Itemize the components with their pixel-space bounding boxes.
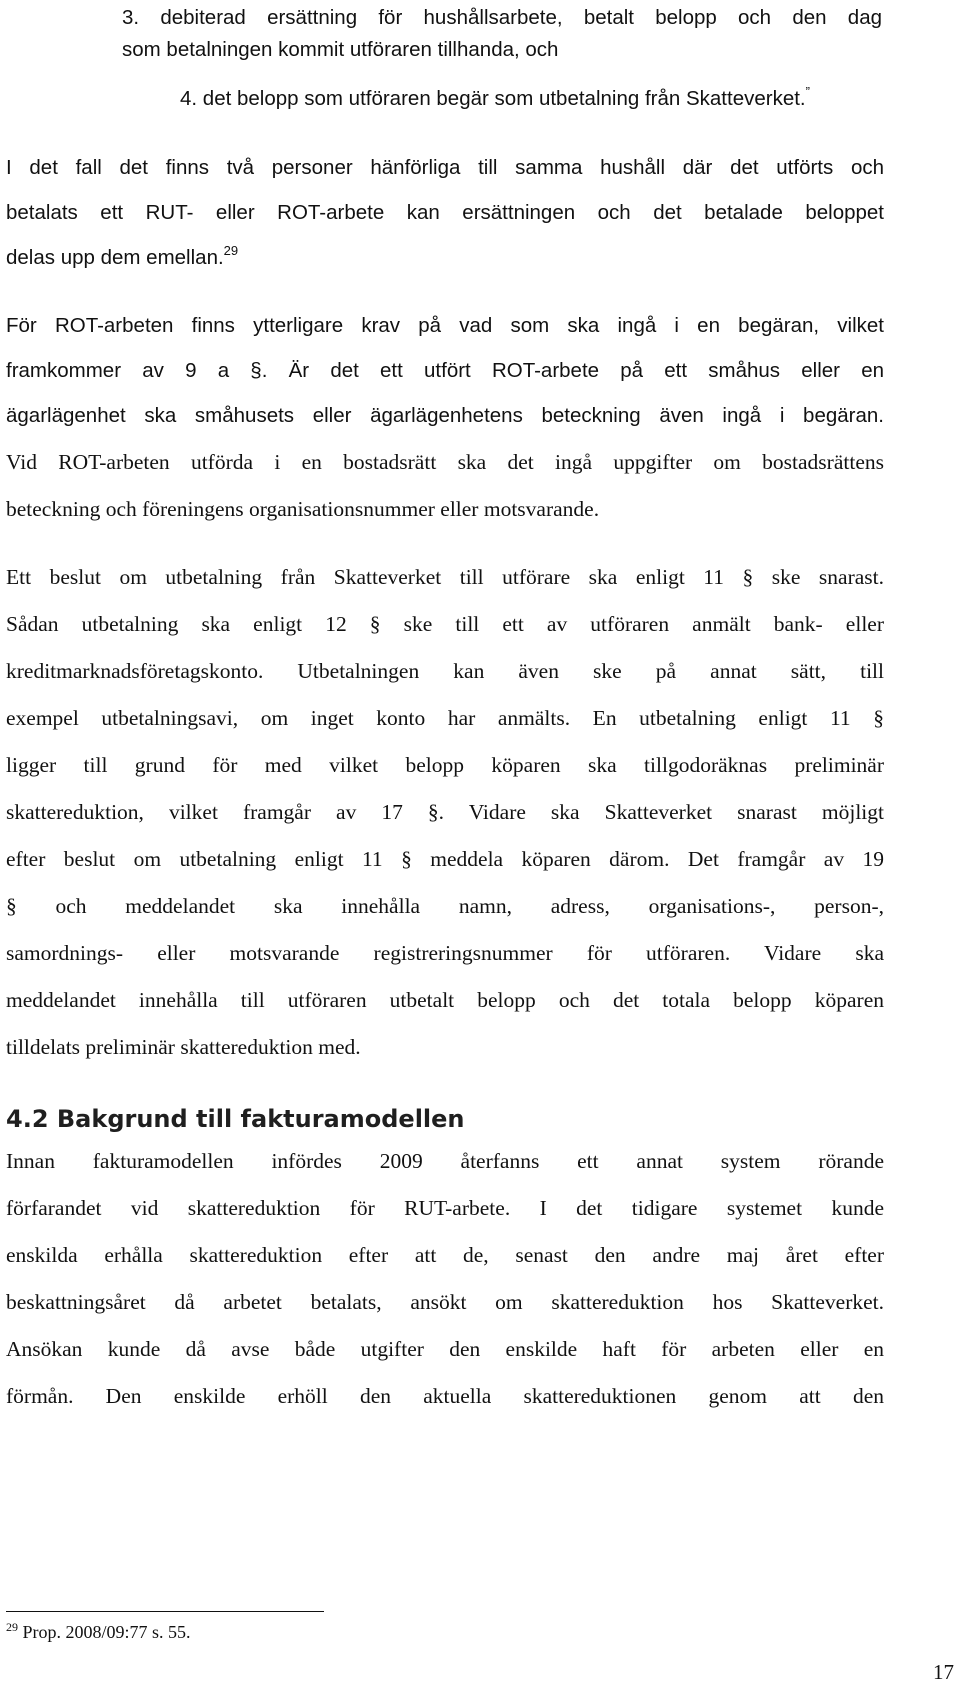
paragraph-2-line-2: framkommer av 9 a §. Är det ett utfört ROT-arbete på ett småhus eller en bbox=[6, 359, 884, 382]
section-line-4: beskattningsåret då arbetet betalats, ansökt om skattereduktion hos Skatteverket. bbox=[6, 1290, 884, 1314]
paragraph-1-line-3-text: delas upp dem emellan. bbox=[6, 246, 224, 269]
paragraph-3-line-9: samordnings- eller motsvarande registreringsnummer för utföraren. Vidare ska bbox=[6, 941, 884, 965]
section-line-6: förmån. Den enskilde erhöll den aktuella skattereduktionen genom att den bbox=[6, 1384, 884, 1408]
paragraph-2-line-3: ägarlägenhet ska småhusets eller ägarlägenhetens beteckning även ingå i begäran. bbox=[6, 404, 884, 427]
paragraph-3-line-1: Ett beslut om utbetalning från Skatteverket till utförare ska enligt 11 § ske snarast. bbox=[6, 565, 884, 589]
closing-quote: ” bbox=[805, 84, 810, 99]
paragraph-1-line-3 bbox=[6, 245, 884, 271]
section-line-5: Ansökan kunde då avse både utgifter den enskilde haft för arbeten eller en bbox=[6, 1337, 884, 1361]
paragraph-2-line-1: För ROT-arbeten finns ytterligare krav på vad som ska ingå i en begäran, vilket bbox=[6, 314, 884, 337]
section-line-2: förfarandet vid skattereduktion för RUT-arbete. I det tidigare systemet kunde bbox=[6, 1196, 884, 1220]
footnote-number: 29 bbox=[6, 1620, 18, 1634]
footnote-text: Prop. 2008/09:77 s. 55. bbox=[22, 1622, 191, 1642]
paragraph-1-line-1: I det fall det finns två personer hänförliga till samma hushåll där det utförts och bbox=[6, 156, 884, 179]
section-line-1: Innan fakturamodellen infördes 2009 återfanns ett annat system rörande bbox=[6, 1149, 884, 1173]
paragraph-3-line-8: § och meddelandet ska innehålla namn, adress, organisations-, person-, bbox=[6, 894, 884, 918]
page-number: 17 bbox=[933, 1660, 954, 1684]
footnote-divider bbox=[6, 1611, 324, 1612]
footnote-ref-29[interactable]: 29 bbox=[223, 243, 239, 258]
paragraph-3-line-3: kreditmarknadsföretagskonto. Utbetalningen kan även ske på annat sätt, till bbox=[6, 659, 884, 683]
paragraph-3-line-7: efter beslut om utbetalning enligt 11 § meddela köparen därom. Det framgår av 19 bbox=[6, 847, 884, 871]
paragraph-2-line-4: Vid ROT-arbeten utförda i en bostadsrätt ska det ingå uppgifter om bostadsrättens bbox=[6, 450, 884, 474]
paragraph-3-line-2: Sådan utbetalning ska enligt 12 § ske till ett av utföraren anmält bank- eller bbox=[6, 612, 884, 636]
paragraph-2-line-5: beteckning och föreningens organisationsnummer eller motsvarande. bbox=[6, 497, 600, 521]
list-item-3-line-1: 3. debiterad ersättning för hushållsarbete, betalt belopp och den dag bbox=[122, 6, 882, 29]
paragraph-3-line-10: meddelandet innehålla till utföraren utbetalt belopp och det totala belopp köparen bbox=[6, 988, 884, 1012]
paragraph-3-line-5: ligger till grund för med vilket belopp köparen ska tillgodoräknas preliminär bbox=[6, 753, 884, 777]
footnote bbox=[6, 1622, 191, 1643]
paragraph-3-line-6: skattereduktion, vilket framgår av 17 §. Vidare ska Skatteverket snarast möjligt bbox=[6, 800, 884, 824]
list-item-3-line-2: som betalningen kommit utföraren tillhanda, och bbox=[122, 38, 559, 61]
list-item-4 bbox=[180, 86, 880, 112]
list-item-4-text: 4. det belopp som utföraren begär som utbetalning från Skatteverket. bbox=[180, 87, 806, 110]
section-line-3: enskilda erhålla skattereduktion efter att de, senast den andre maj året efter bbox=[6, 1243, 884, 1267]
paragraph-3-line-11: tilldelats preliminär skattereduktion med. bbox=[6, 1035, 361, 1059]
paragraph-1-line-2: betalats ett RUT- eller ROT-arbete kan ersättningen och det betalade beloppet bbox=[6, 201, 884, 224]
section-heading: 4.2 Bakgrund till fakturamodellen bbox=[6, 1105, 465, 1133]
paragraph-3-line-4: exempel utbetalningsavi, om inget konto har anmälts. En utbetalning enligt 11 § bbox=[6, 706, 884, 730]
